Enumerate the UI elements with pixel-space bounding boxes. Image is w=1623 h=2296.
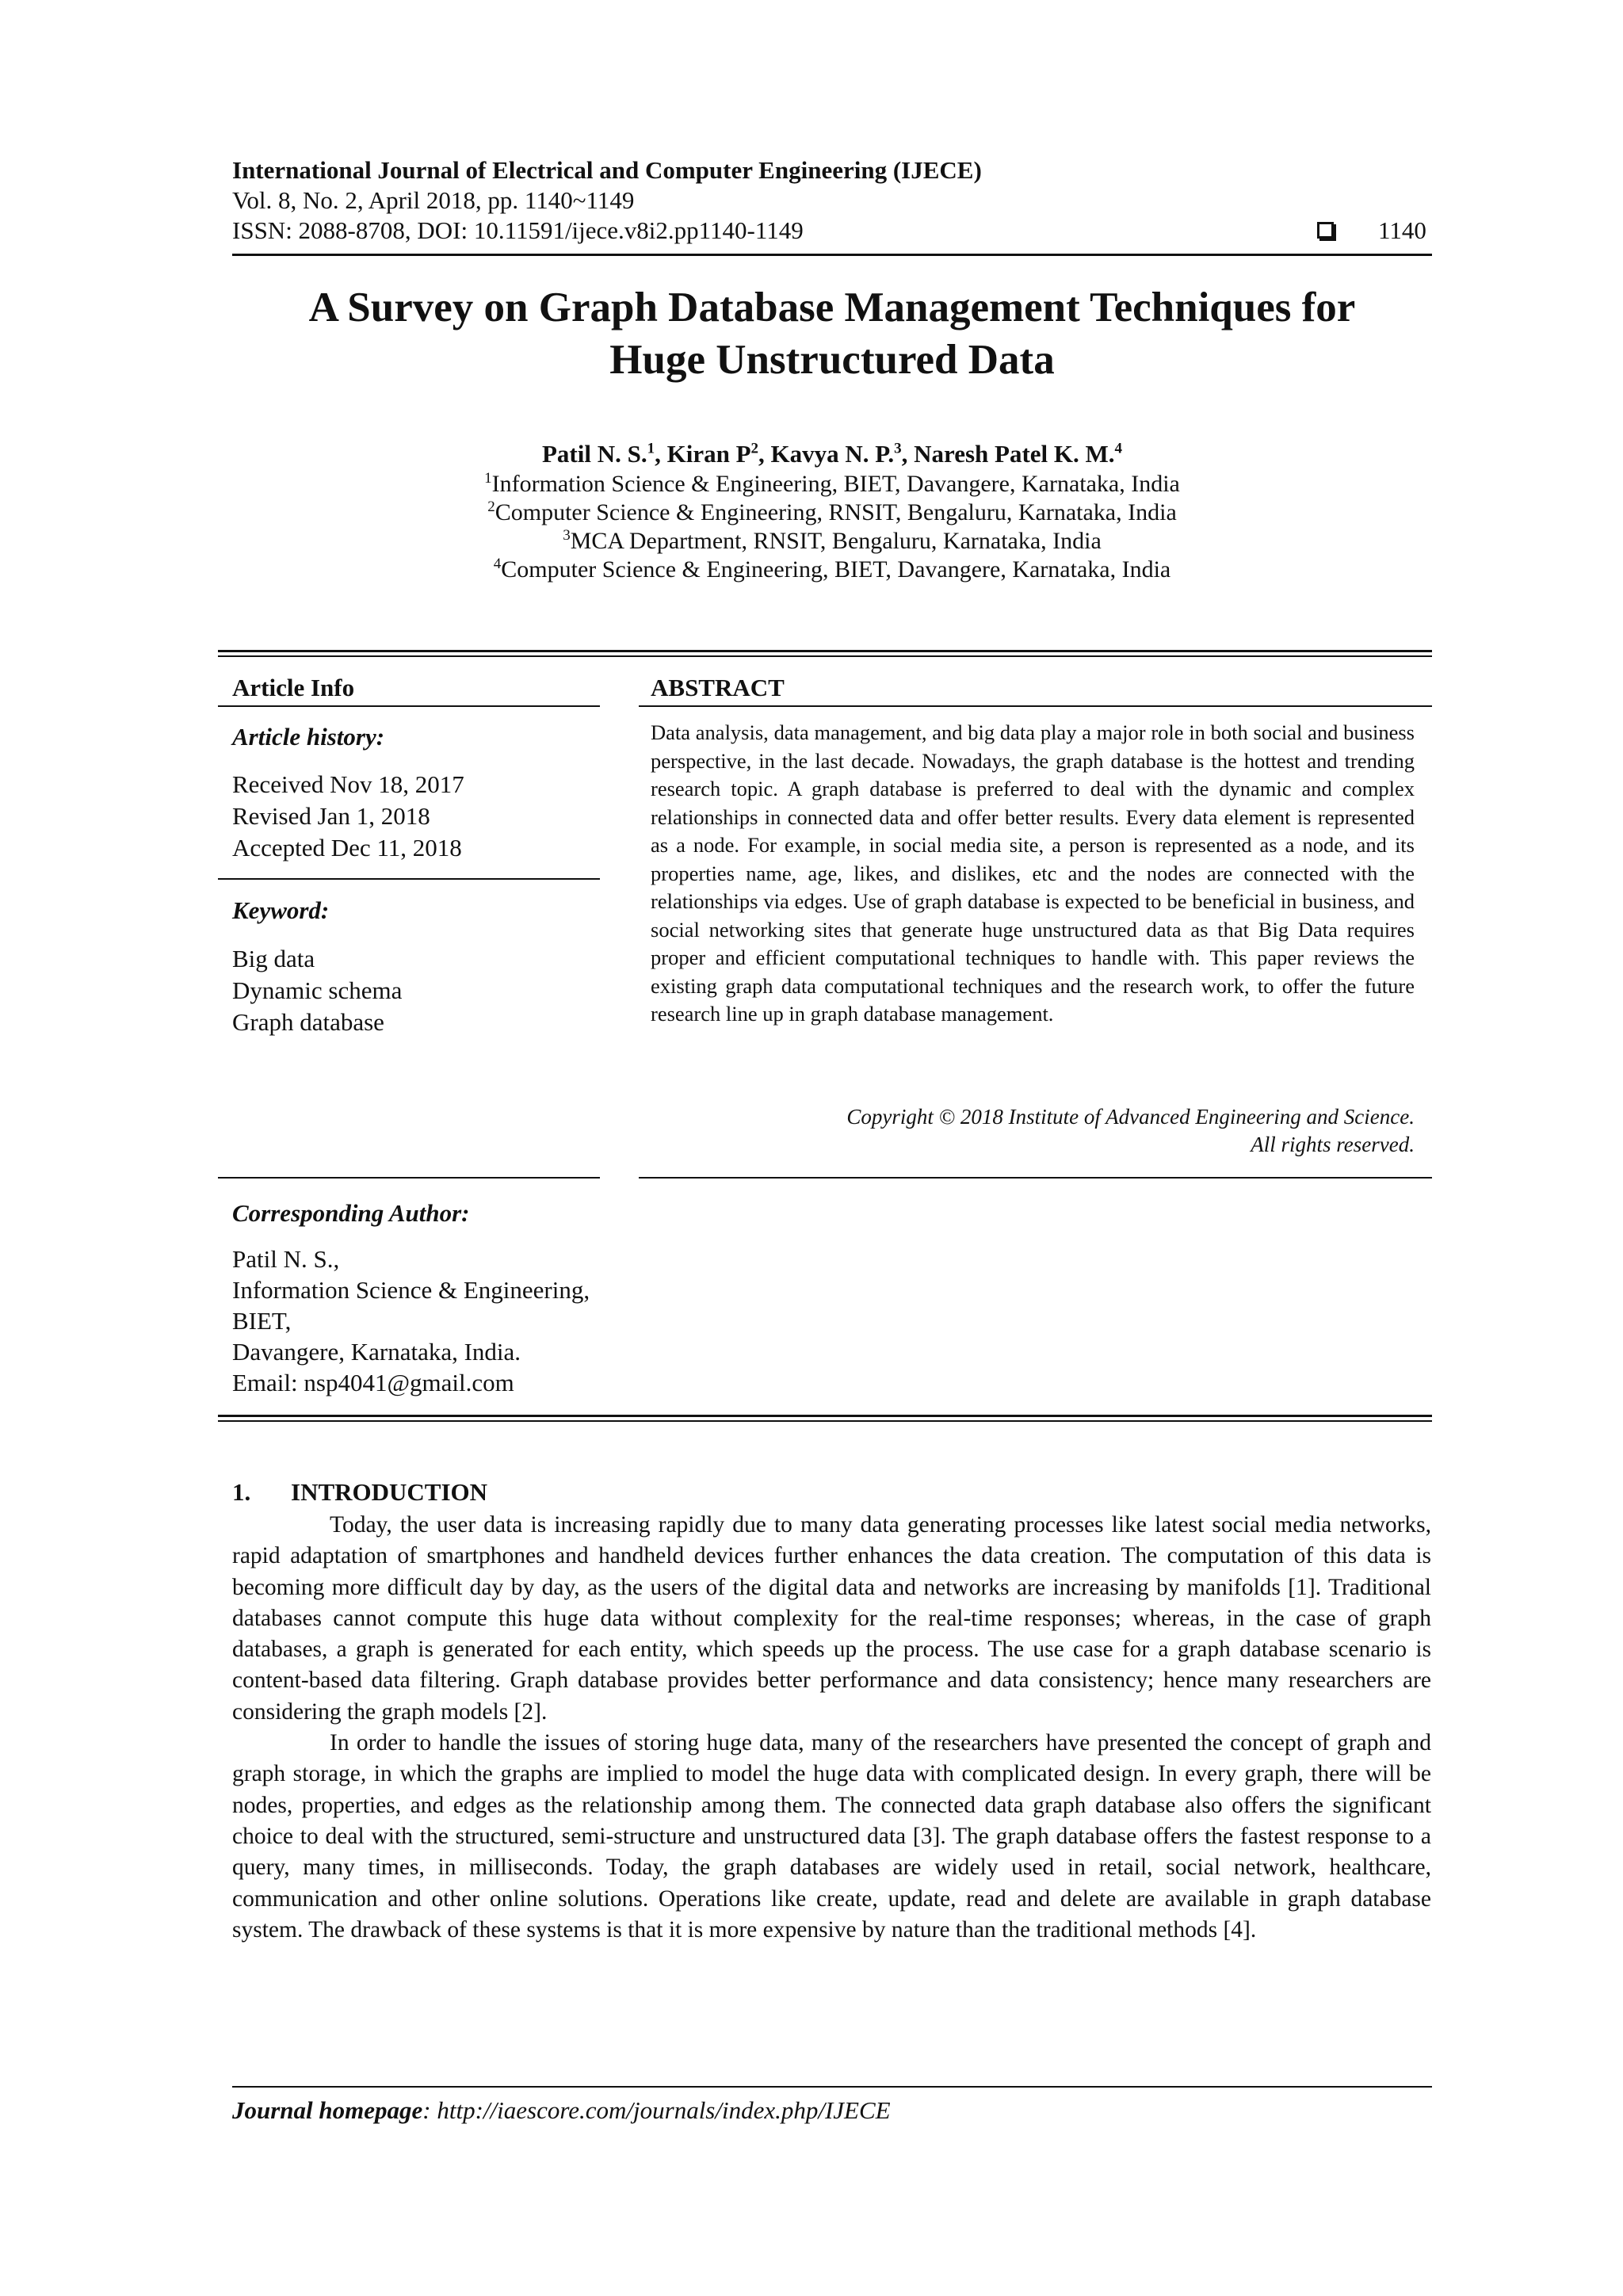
affiliation-3 xyxy=(232,527,1432,556)
revised-date: Revised Jan 1, 2018 xyxy=(232,802,430,830)
affiliation-1-sup: 1 xyxy=(484,470,492,487)
received-date: Received Nov 18, 2017 xyxy=(232,770,464,798)
abstract-rule xyxy=(639,705,1432,707)
author-4: Naresh Patel K. M. xyxy=(914,440,1115,468)
corresponding-location: Davangere, Karnataka, India. xyxy=(232,1338,521,1366)
journal-issn-doi: ISSN: 2088-8708, DOI: 10.11591/ijece.v8i2.pp1140-1149 xyxy=(232,216,804,244)
paper-title xyxy=(232,281,1432,386)
affiliation-2-text: Computer Science & Engineering, RNSIT, Bengaluru, Karnataka, India xyxy=(495,499,1177,525)
homepage-label: Journal homepage xyxy=(232,2096,423,2124)
abstract-body: Data analysis, data management, and big data play a major role in both social and business perspective, in the last decade. Nowadays, the graph database is the hottest and trending research topic. A graph database is preferred to deal with the dynamic and complex relationships in connected data and offer better results. Every data element is represented as a node. For example, in social media site, a person is represented as a node, and its properties name, age, likes, and dislikes, etc and the nodes are connected with the relationships via edges. Use of graph database is expected to be beneficial in business, and social networking sites that generate huge unstructured data as that Big Data requires proper and efficient computational techniques to handle with. This paper reviews the existing graph data computational techniques and the research work, to offer the future research line up in graph database management. xyxy=(651,720,1415,1026)
section-title: INTRODUCTION xyxy=(291,1478,488,1506)
article-info-rule xyxy=(218,705,600,707)
affiliation-3-text: MCA Department, RNSIT, Bengaluru, Karnataka, India xyxy=(570,528,1102,554)
affiliation-2-sup: 2 xyxy=(487,499,495,515)
journal-homepage xyxy=(232,2096,891,2125)
keyword-list xyxy=(232,943,402,1038)
copyright-line2: All rights reserved. xyxy=(1251,1133,1415,1156)
paper-title-line2: Huge Unstructured Data xyxy=(609,337,1055,383)
author-sep: , xyxy=(655,440,667,468)
abstract-bottom-rule xyxy=(639,1177,1432,1179)
introduction-heading xyxy=(232,1478,487,1507)
author-block xyxy=(232,440,1432,584)
square-bullet-icon xyxy=(1317,222,1334,241)
author-2-sup: 2 xyxy=(750,440,759,457)
keyword-rule xyxy=(218,878,600,880)
article-history-heading: Article history: xyxy=(232,723,385,751)
affiliation-4-text: Computer Science & Engineering, BIET, Davangere, Karnataka, India xyxy=(501,556,1171,583)
homepage-url[interactable]: http://iaescore.com/journals/index.php/IJECE xyxy=(437,2096,891,2124)
author-1-sup: 1 xyxy=(647,440,655,457)
intro-paragraph-2: In order to handle the issues of storing huge data, many of the researchers have presented the concept of graph and graph storage, in which the graphs are implied to model the huge data with complicated design. In every graph, there will be nodes, properties, and edges as the relationship among them. The connected data graph database also offers the significant choice to deal with the structured, semi-structure and unstructured data [3]. The graph database offers the fastest response to a query, many times, in milliseconds. Today, the graph databases are widely used in retail, social network, healthcare, communication and other online solutions. Operations like create, update, read and delete are available in graph database system. The drawback of these systems is that it is more expensive by nature than the traditional methods [4]. xyxy=(232,1730,1431,1943)
corresponding-inst: BIET, xyxy=(232,1307,292,1335)
journal-volume: Vol. 8, No. 2, April 2018, pp. 1140~1149 xyxy=(232,186,635,214)
article-info-bottom-rule xyxy=(218,1177,600,1179)
corresponding-email: Email: nsp4041@gmail.com xyxy=(232,1369,514,1396)
author-3-sup: 3 xyxy=(894,440,902,457)
keyword-item: Graph database xyxy=(232,1008,384,1036)
corresponding-dept: Information Science & Engineering, xyxy=(232,1276,590,1304)
page-number: 1140 xyxy=(1378,216,1426,244)
author-sep: , xyxy=(758,440,771,468)
article-history xyxy=(232,769,464,864)
section-number: 1. xyxy=(232,1478,251,1506)
affiliation-3-sup: 3 xyxy=(563,527,571,544)
intro-paragraph-1: Today, the user data is increasing rapidly due to many data generating processes like latest social media networks, rapid adaptation of smartphones and handheld devices further enhances the data creation. The computation of this data is becoming more difficult day by day, as the users of the digital data and networks are increasing by manifolds [1]. Traditional databases cannot compute this huge data without complexity for the real-time responses; whereas, in the case of graph databases, a graph is generated for each entity, which speeds up the process. The use case for a graph database scenario is content-based data filtering. Graph database provides better performance and data consistency; hence many researchers are considering the graph models [2]. xyxy=(232,1512,1431,1725)
author-3: Kavya N. P. xyxy=(770,440,895,468)
paper-title-line1: A Survey on Graph Database Management Techniques for xyxy=(308,285,1356,330)
infobox-bottom-rule xyxy=(218,1415,1432,1417)
homepage-colon: : xyxy=(422,2096,437,2124)
journal-name: International Journal of Electrical and Computer Engineering (IJECE) xyxy=(232,156,982,184)
affiliation-4 xyxy=(232,556,1432,584)
keyword-item: Dynamic schema xyxy=(232,976,403,1004)
affiliation-2 xyxy=(232,499,1432,527)
keyword-heading: Keyword: xyxy=(232,896,330,924)
abstract-heading: ABSTRACT xyxy=(651,674,785,701)
author-names xyxy=(232,440,1432,468)
corresponding-details xyxy=(232,1244,590,1398)
affiliation-1-text: Information Science & Engineering, BIET, Davangere, Karnataka, India xyxy=(491,471,1180,497)
author-4-sup: 4 xyxy=(1114,440,1123,457)
copyright-line1: Copyright © 2018 Institute of Advanced Engineering and Science. xyxy=(846,1105,1415,1129)
introduction-body xyxy=(232,1510,1431,1946)
author-sep: , xyxy=(901,440,915,468)
affiliation-1 xyxy=(232,470,1432,499)
author-1: Patil N. S. xyxy=(541,440,647,468)
corresponding-heading: Corresponding Author: xyxy=(232,1199,470,1227)
author-2: Kiran P xyxy=(666,440,751,468)
copyright xyxy=(651,1103,1415,1159)
corresponding-name: Patil N. S., xyxy=(232,1245,340,1273)
infobox-bottom-rule-2 xyxy=(218,1420,1432,1422)
accepted-date: Accepted Dec 11, 2018 xyxy=(232,834,462,861)
article-info-heading: Article Info xyxy=(232,674,355,701)
footer-rule xyxy=(232,2086,1432,2088)
infobox-top-rule-2 xyxy=(218,655,1432,657)
keyword-item: Big data xyxy=(232,945,315,972)
affiliation-4-sup: 4 xyxy=(493,556,502,572)
header-rule xyxy=(232,254,1432,256)
infobox-top-rule xyxy=(218,650,1432,652)
